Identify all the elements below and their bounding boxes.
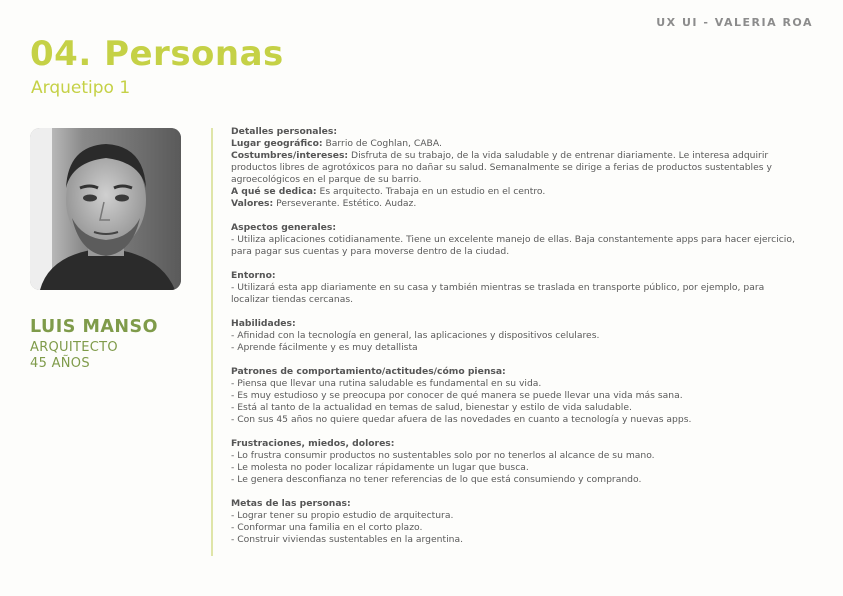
section-line: - Está al tanto de la actualidad en temas de salud, bienestar y estilo de vida saludable. xyxy=(231,402,632,413)
section-line: - Le molesta no poder localizar rápidamente un lugar que busca. xyxy=(231,462,529,473)
detail-location xyxy=(231,138,801,150)
section-line: - Utilizará esta app diariamente en su casa y también mientras se traslada en transporte público, por ejemplo, para localizar tiendas cercanas. xyxy=(231,282,765,305)
section-personal-details xyxy=(231,126,801,210)
detail-label: Costumbres/intereses: xyxy=(231,150,349,161)
detail-values xyxy=(231,198,801,210)
detail-label: Lugar geográfico: xyxy=(231,138,323,149)
detail-value: Barrio de Coghlan, CABA. xyxy=(325,138,442,149)
section-heading: Metas de las personas: xyxy=(231,498,351,509)
section-heading: Patrones de comportamiento/actitudes/cómo piensa: xyxy=(231,366,506,377)
section-line: - Lo frustra consumir productos no sustentables solo por no tenerlos al alcance de su mano. xyxy=(231,450,655,461)
section-line: - Construir viviendas sustentables en la argentina. xyxy=(231,534,463,545)
detail-label: Valores: xyxy=(231,198,274,209)
persona-name: LUIS MANSO xyxy=(30,317,159,337)
persona-photo xyxy=(30,128,181,290)
section-line: - Piensa que llevar una rutina saludable es fundamental en su vida. xyxy=(231,378,542,389)
section-goals xyxy=(231,498,801,546)
section-line: - Utiliza aplicaciones cotidianamente. Tiene un excelente manejo de ellas. Baja constantemente apps para hacer ejercicio, para pagar sus cuentas y para moverse dentro de la ciudad. xyxy=(231,234,795,257)
detail-value: Disfruta de su trabajo, de la vida saludable y de entrenar diariamente. Le interesa adquirir productos libres de agrotóxicos para no dañar su salud. Semanalmente se dirige a ferias de productos sustentables y agroecológicos en el parque de su barrio. xyxy=(231,150,772,185)
section-line: - Con sus 45 años no quiere quedar afuera de las novedades en cuanto a tecnología y nuevas apps. xyxy=(231,414,692,425)
section-environment xyxy=(231,270,801,306)
brand-label: UX UI - VALERIA ROA xyxy=(656,16,813,29)
page-subtitle: Arquetipo 1 xyxy=(31,78,131,98)
section-line: - Afinidad con la tecnología en general, las aplicaciones y dispositivos celulares. xyxy=(231,330,600,341)
section-general xyxy=(231,222,801,258)
section-line: - Lograr tener su propio estudio de arquitectura. xyxy=(231,510,454,521)
section-heading: Frustraciones, miedos, dolores: xyxy=(231,438,395,449)
persona-role: ARQUITECTO xyxy=(30,340,118,355)
section-line: - Es muy estudioso y se preocupa por conocer de qué manera se puede llevar una vida más sana. xyxy=(231,390,683,401)
detail-label: A qué se dedica: xyxy=(231,186,317,197)
persona-details xyxy=(231,126,801,558)
section-line: - Aprende fácilmente y es muy detallista xyxy=(231,342,418,353)
section-heading: Aspectos generales: xyxy=(231,222,337,233)
section-heading: Entorno: xyxy=(231,270,276,281)
section-line: - Conformar una familia en el corto plazo. xyxy=(231,522,423,533)
detail-job xyxy=(231,186,801,198)
section-heading: Detalles personales: xyxy=(231,126,338,137)
section-skills xyxy=(231,318,801,354)
persona-age: 45 AÑOS xyxy=(30,356,90,371)
section-frustrations xyxy=(231,438,801,486)
detail-value: Perseverante. Estético. Audaz. xyxy=(276,198,417,209)
detail-habits xyxy=(231,150,801,186)
page-title: 04. Personas xyxy=(30,34,284,74)
divider-line xyxy=(211,128,213,556)
section-line: - Le genera desconfianza no tener referencias de lo que está consumiendo y comprando. xyxy=(231,474,642,485)
section-heading: Habilidades: xyxy=(231,318,296,329)
section-behavior xyxy=(231,366,801,426)
detail-value: Es arquitecto. Trabaja en un estudio en el centro. xyxy=(319,186,546,197)
